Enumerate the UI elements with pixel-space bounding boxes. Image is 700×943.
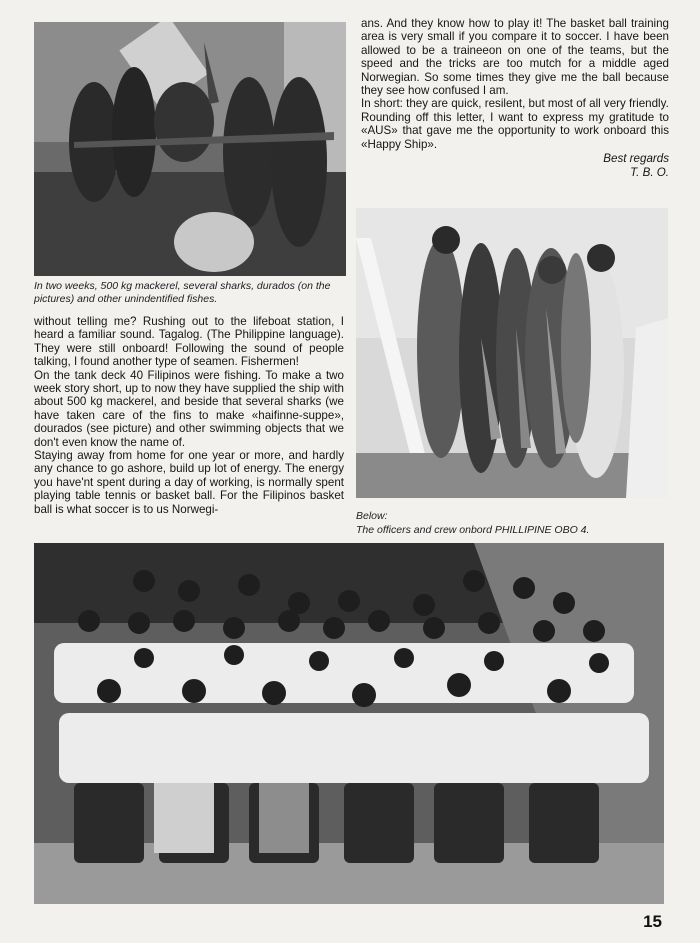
article-left-column [34, 315, 344, 516]
signature: T. B. O. [630, 166, 669, 180]
article-paragraph: Staying away from home for one year or more, and hardly any chance to go ashore, build up lot of energy. The energy you have'nt spent during a day of working, is normally spent playing table tennis or basket ball. For the Filipinos basket ball is what soccer is to us Norwegi- [34, 449, 344, 516]
article-paragraph: In short: they are quick, resilent, but most of all very friendly. [361, 97, 669, 111]
crew-fish-photo-caption-label: Below: [356, 510, 388, 522]
article-paragraph: ans. And they know how to play it! The basket ball training area is very small if you compare it to soccer. I have been allowed to be a traineeon on one of the teams, but the speed and the tricks are too mutch for a middle aged Norwegian. So some times they give me the ball because they see how confused I am. [361, 17, 669, 98]
article-paragraph: without telling me? Rushing out to the lifeboat station, I heard a familiar sound. Tagalog. (The Philippine language). They were still onboard! Following the sound of people talking, I found another type of seamen. Fishermen! [34, 315, 344, 369]
fishing-photo-image [34, 22, 346, 276]
fishing-photo-caption: In two weeks, 500 kg mackerel, several sharks, durados (on the pictures) and other unindentified fishes. [34, 280, 331, 305]
crew-fish-photo-caption: The officers and crew onbord PHILLIPINE OBO 4. [356, 524, 590, 536]
page-number: 15 [643, 912, 662, 931]
article-paragraph: On the tank deck 40 Filipinos were fishing. To make a two week story short, up to now they have supplied the ship with about 500 kg mackerel, and beside that several sharks (we have taken care of the fins to make «haifinne-suppe», dourados (see picture) and other swimming objects that we don't even know the name of. [34, 368, 344, 449]
regards-line: Best regards [603, 152, 669, 166]
article-paragraph: Rounding off this letter, I want to express my gratitude to «AUS» that gave me the opportunity to work onboard this «Happy Ship». [361, 110, 669, 151]
crew-fish-photo [356, 208, 668, 498]
fishing-photo [34, 22, 346, 276]
crew-group-photo [34, 543, 664, 904]
crew-group-photo-image [34, 543, 664, 904]
crew-fish-photo-image [356, 208, 668, 498]
article-right-column [361, 17, 669, 180]
